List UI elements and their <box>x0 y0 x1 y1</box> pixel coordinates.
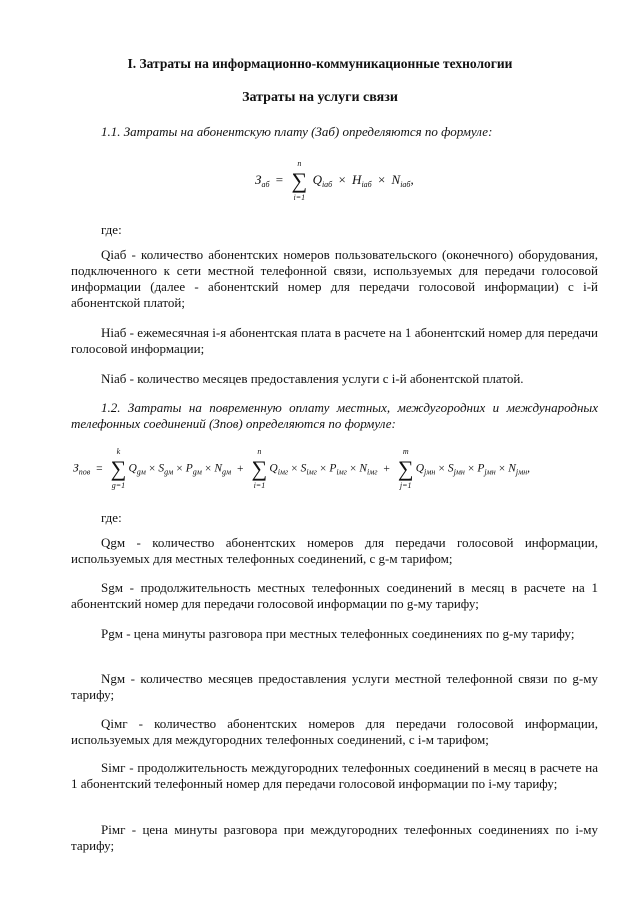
item-1-intro: 1.1. Затраты на абонентскую плату (Заб) определяются по формуле: <box>101 124 493 139</box>
term: S <box>158 462 165 475</box>
equals-sign: = <box>275 171 284 187</box>
definition-q-ab: Qiаб - количество абонентских номеров пользовательского (оконечного) оборудования, подключенного к сети местной телефонной связи, используемых для передачи голосовой информации (далее - абонентский номер для передачи голосовой информации) с i-й абонентской платой; <box>71 247 598 310</box>
times-sign: × <box>176 462 183 475</box>
formula-comma: , <box>410 171 414 187</box>
term-sub: gм <box>136 467 146 477</box>
sum-symbol: ∑ n i=1 <box>289 170 309 192</box>
plus-sign: + <box>237 462 244 475</box>
term-sub: iмг <box>277 467 289 477</box>
sum-upper-limit: n <box>297 159 302 168</box>
term-sub: gм <box>164 467 174 477</box>
formula-comma: , <box>527 462 531 475</box>
term-n-sub: iаб <box>400 179 411 189</box>
term-sub: jмн <box>424 467 436 477</box>
times-sign: × <box>467 462 475 475</box>
term: P <box>329 462 337 475</box>
formula-lhs-sub: пов <box>78 467 91 477</box>
formula-povremennaya <box>73 447 531 490</box>
definition-p-img: Piмг - цена минуты разговора при междугородних телефонных соединениях по i-му тарифу; <box>71 822 598 853</box>
times-sign: × <box>338 171 346 187</box>
plus-sign: + <box>383 462 390 475</box>
term: S <box>300 462 307 475</box>
times-sign: × <box>319 462 327 475</box>
term: S <box>447 462 454 475</box>
formula-lhs: З <box>73 462 79 475</box>
term-sub: gм <box>222 467 232 477</box>
term-q: Q <box>312 171 322 187</box>
section-title: I. Затраты на информационно-коммуникационные технологии <box>127 56 513 71</box>
times-sign: × <box>438 462 445 475</box>
formula-lhs: З <box>255 171 262 187</box>
sum-lower-limit: i=1 <box>253 481 266 490</box>
term: Q <box>415 462 425 475</box>
term-h-sub: iаб <box>361 179 372 189</box>
sum-upper-limit: m <box>402 447 409 456</box>
term-q-sub: iаб <box>321 179 333 189</box>
item-2-intro: 1.2. Затраты на повременную оплату местных, междугородних и международных телефонных соединений (Зпов) определяются по формуле: <box>71 400 598 431</box>
sum-lower-limit: i=1 <box>293 193 306 202</box>
term: Q <box>269 462 278 475</box>
formula-lhs-sub: аб <box>261 179 270 189</box>
definition-n-gm: Ngм - количество месяцев предоставления услуги местной телефонной связи по g-му тарифу; <box>71 671 598 702</box>
sum-upper-limit: k <box>116 447 121 456</box>
sum-lower-limit: j=1 <box>399 481 412 490</box>
where-label: где: <box>101 510 122 525</box>
equals-sign: = <box>96 462 103 475</box>
definition-p-gm: Pgм - цена минуты разговора при местных телефонных соединениях по g-му тарифу; <box>101 626 575 641</box>
times-sign: × <box>291 462 298 475</box>
term: N <box>508 462 516 475</box>
times-sign: × <box>498 462 506 475</box>
sum-symbol-g: ∑ k g=1 <box>108 458 128 480</box>
definition-q-img: Qiмг - количество абонентских номеров для передачи голосовой информации, используемых для междугородних телефонных соединений, с i-м тарифом; <box>71 716 598 747</box>
term-sub: jмн <box>484 467 496 477</box>
term: P <box>185 462 193 475</box>
term-sub: iмг <box>336 467 347 477</box>
sum-lower-limit: g=1 <box>111 481 126 490</box>
term: P <box>477 462 485 475</box>
sum-symbol-j: ∑ m j=1 <box>396 458 416 480</box>
term-sub: iмг <box>306 467 317 477</box>
times-sign: × <box>377 171 386 187</box>
definition-s-img: Siмг - продолжительность междугородних телефонных соединений в месяц в расчете на 1 абонентский телефонный номер для передачи голосовой информации по i-му тарифу; <box>71 760 598 791</box>
times-sign: × <box>204 462 212 475</box>
times-sign: × <box>349 462 357 475</box>
term-sub: jмн <box>515 467 528 477</box>
sum-upper-limit: n <box>257 447 262 456</box>
definition-n-ab: Niаб - количество месяцев предоставления услуги с i-й абонентской платой. <box>101 371 524 386</box>
definition-q-gm: Qgм - количество абонентских номеров для передачи голосовой информации, используемых для местных телефонных соединений, с g-м тарифом; <box>71 535 598 566</box>
term-n: N <box>391 171 401 187</box>
where-label: где: <box>101 222 122 237</box>
term-sub: gм <box>192 467 202 477</box>
term-sub: jмн <box>453 467 465 477</box>
definition-h-ab: Hiаб - ежемесячная i-я абонентская плата в расчете на 1 абонентский номер для передачи голосовой информации; <box>71 325 598 356</box>
sum-symbol-i: ∑ n i=1 <box>249 458 269 480</box>
definition-s-gm: Sgм - продолжительность местных телефонных соединений в месяц в расчете на 1 абонентский номер для передачи голосовой информации по g-му тарифу; <box>71 580 598 611</box>
formula-abonent <box>255 159 414 202</box>
term-h: H <box>352 171 362 187</box>
subsection-title: Затраты на услуги связи <box>242 90 398 105</box>
term-sub: iмг <box>367 467 378 477</box>
times-sign: × <box>148 462 156 475</box>
term: N <box>214 462 223 475</box>
term: N <box>359 462 368 475</box>
term: Q <box>128 462 137 475</box>
